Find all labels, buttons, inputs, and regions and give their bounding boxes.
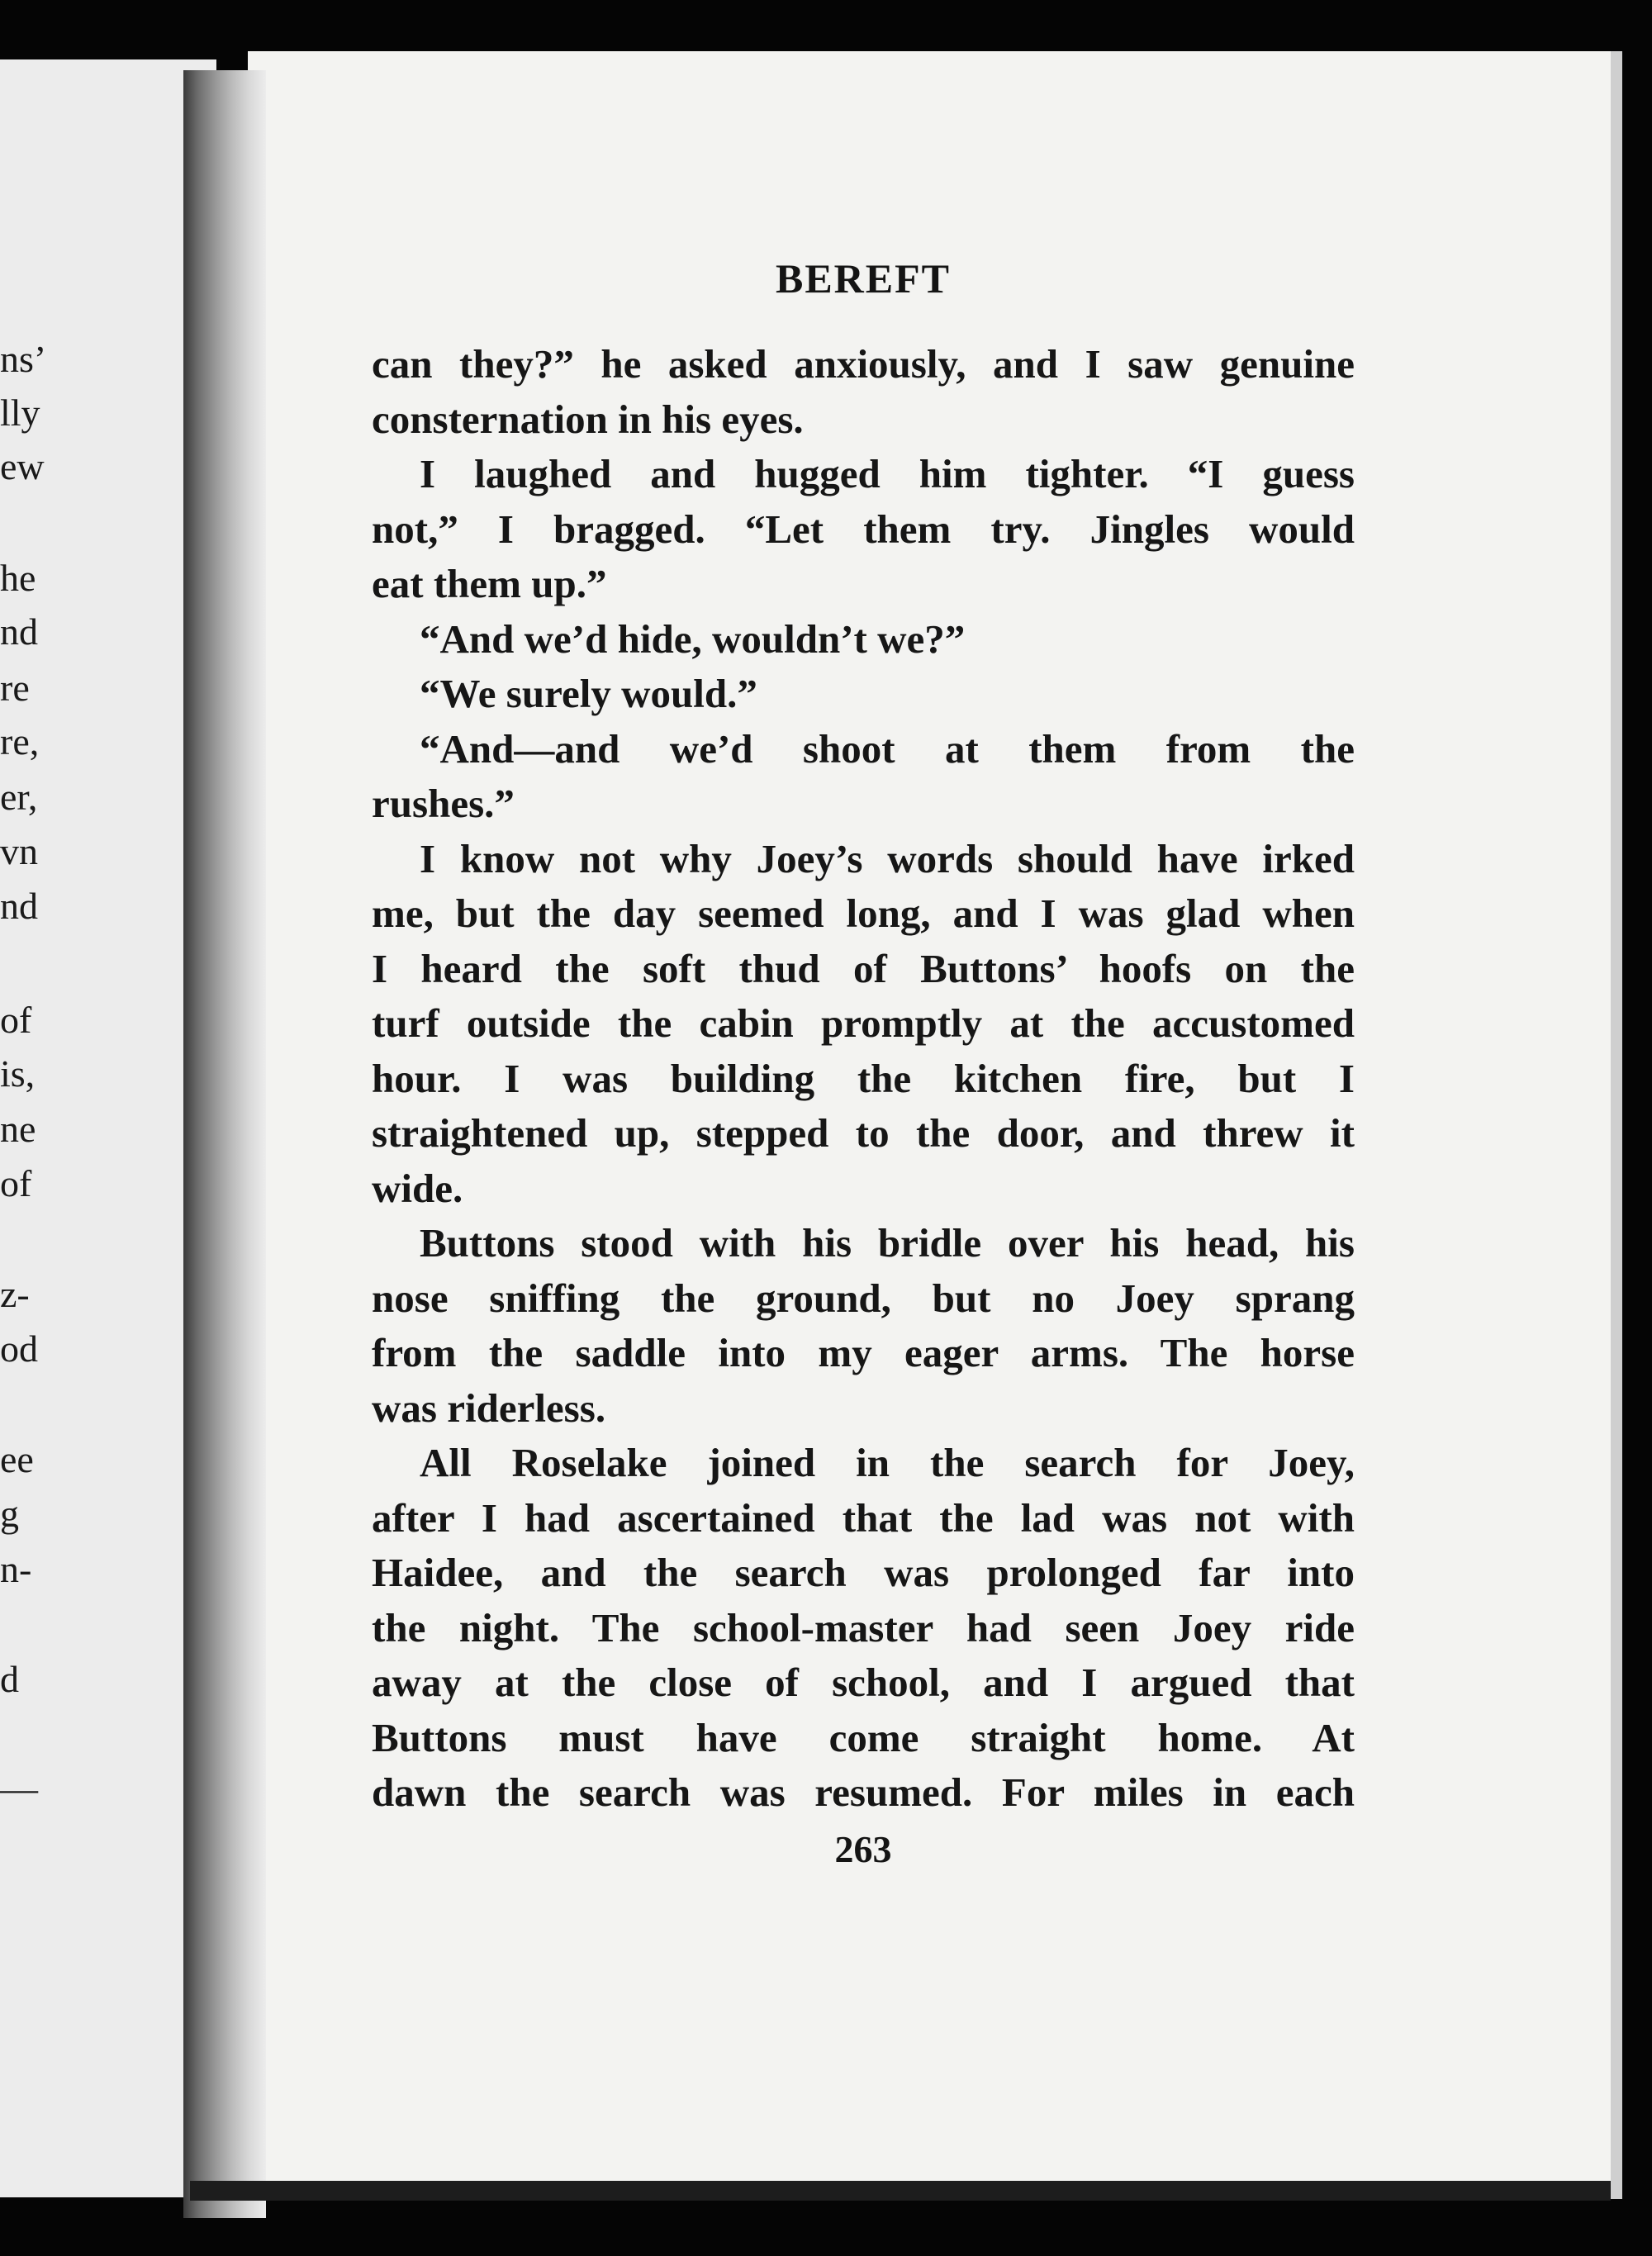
text-line: after I had ascertained that the lad was not with: [372, 1494, 1355, 1541]
text-line: I laughed and hugged him tighter. “I guess: [420, 451, 1355, 496]
text-line: I know not why Joey’s words should have irked: [420, 835, 1355, 881]
text-line: eat them up.”: [372, 561, 607, 606]
text-line: consternation in his eyes.: [372, 396, 804, 442]
left-fragment: of: [0, 999, 32, 1041]
left-fragment: d: [0, 1658, 19, 1700]
text-line: “And we’d hide, wouldn’t we?”: [420, 615, 966, 662]
text-line: rushes.”: [372, 781, 515, 826]
text-line: from the saddle into my eager arms. The horse: [372, 1330, 1355, 1375]
text-line: wide.: [372, 1165, 463, 1211]
left-page-text-fragments: [0, 59, 99, 2197]
left-fragment: nd: [0, 885, 38, 927]
left-fragment: ee: [0, 1438, 34, 1480]
text-line: All Roselake joined in the search for Joey,: [420, 1440, 1355, 1485]
left-fragment: re,: [0, 720, 40, 762]
text-line: Buttons must have come straight home. At: [372, 1714, 1355, 1760]
text-line: was riderless.: [372, 1384, 606, 1431]
left-fragment: he: [0, 557, 36, 599]
book-gutter: [183, 70, 266, 2218]
text-line: “We surely would.”: [420, 671, 757, 716]
left-fragment: of: [0, 1162, 32, 1204]
page-bottom-edge: [190, 2181, 1611, 2201]
left-fragment: z-: [0, 1273, 30, 1315]
text-line: away at the close of school, and I argued that: [372, 1660, 1355, 1705]
left-fragment: ne: [0, 1108, 36, 1150]
left-fragment: ew: [0, 445, 45, 487]
left-fragment: —: [0, 1767, 38, 1809]
left-fragment: nd: [0, 610, 38, 653]
left-fragment: is,: [0, 1052, 36, 1095]
text-line: turf outside the cabin promptly at the accustomed: [372, 1000, 1355, 1046]
page-number: 263: [834, 1828, 892, 1870]
body-text: [372, 337, 1355, 1821]
text-line: hour. I was building the kitchen fire, but I: [372, 1055, 1355, 1101]
running-head: BEREFT: [775, 255, 952, 302]
text-line: me, but the day seemed long, and I was glad when: [372, 891, 1355, 936]
text-line: dawn the search was resumed. For miles in each: [372, 1769, 1355, 1815]
text-line: “And—and we’d shoot at them from the: [420, 725, 1355, 772]
text-line: nose sniffing the ground, but no Joey sprang: [372, 1275, 1355, 1321]
text-line: the night. The school-master had seen Joey ride: [372, 1604, 1355, 1650]
left-fragment: ns’: [0, 338, 47, 380]
text-line: Haidee, and the search was prolonged far into: [372, 1550, 1355, 1595]
left-fragment: n-: [0, 1548, 32, 1590]
right-page-edge: [1611, 51, 1622, 2199]
text-line: Buttons stood with his bridle over his head, his: [420, 1220, 1355, 1266]
text-line: can they?” he asked anxiously, and I saw genuine: [372, 341, 1355, 387]
text-line: I heard the soft thud of Buttons’ hoofs on the: [372, 945, 1355, 991]
left-fragment: vn: [0, 830, 38, 872]
left-fragment: g: [0, 1493, 19, 1535]
left-fragment: od: [0, 1327, 38, 1370]
left-fragment: lly: [0, 392, 40, 434]
left-fragment: re: [0, 667, 30, 709]
left-fragment: er,: [0, 776, 38, 818]
text-line: straightened up, stepped to the door, and threw it: [372, 1110, 1355, 1156]
text-line: not,” I bragged. “Let them try. Jingles would: [372, 506, 1355, 552]
